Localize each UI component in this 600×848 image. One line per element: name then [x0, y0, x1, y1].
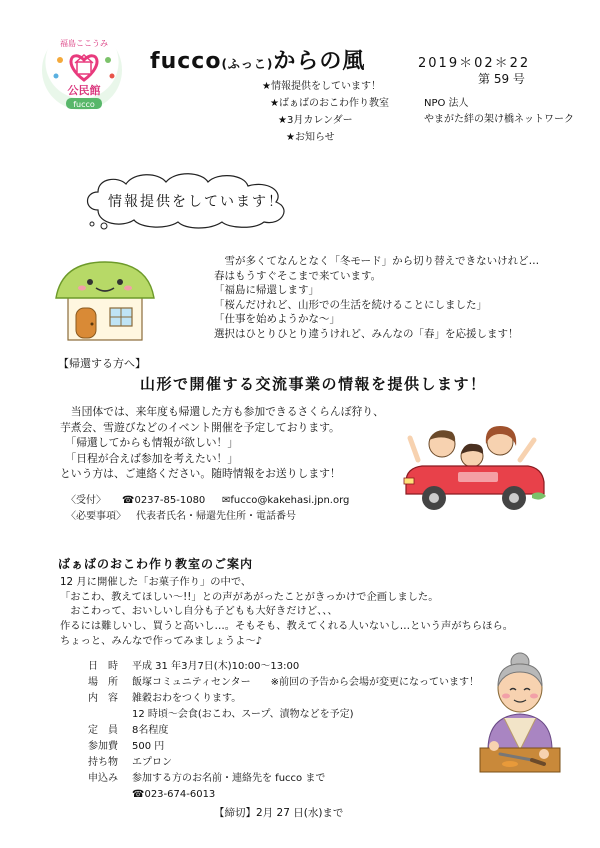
class-intro-line-4: 作るには難しいし、買うと高いし…。そもそも、教えてくれる人いないし…という声がちらほら。: [60, 620, 514, 633]
contact-label: 〈受付〉: [66, 495, 106, 506]
detail-label-capacity: 定 員: [88, 725, 118, 736]
class-intro-line-1: 12 月に開催した「お菓子作り」の中で、: [60, 576, 252, 588]
intro-line-1: 雪が多くてなんとなく「冬モード」から切り替えできないけれど…: [214, 255, 540, 267]
detail-value-place: 飯塚コミュニティセンター ※前回の予告から会場が変更になっています！: [132, 677, 479, 688]
grandmother-cooking-illustration: [470, 650, 570, 780]
logo-graphic: [42, 30, 126, 114]
body-line-3: 「帰還してからも情報が欲しい！」: [60, 436, 239, 450]
detail-value-apply-phone[interactable]: ☎023-674-6013: [132, 789, 216, 800]
detail-label-place: 場 所: [88, 677, 118, 688]
class-intro-paragraph: [60, 575, 513, 649]
intro-line-3: 「福島に帰還します」: [214, 284, 319, 297]
body-line-4: 「日程が合えば参加を考えたい！」: [60, 451, 239, 465]
detail-label-apply: 申込み: [88, 773, 118, 784]
detail-label-items: 持ち物: [88, 757, 118, 768]
org-name: やまがた絆の架け橋ネットワーク: [424, 114, 574, 125]
detail-value-items: エプロン: [132, 757, 172, 768]
required-value: 代表者氏名・帰還先住所・電話番号: [136, 511, 296, 522]
toc-item-3: ★3月カレンダー: [278, 115, 353, 126]
contact-email[interactable]: ✉fucco@kakehasi.jpn.org: [222, 495, 350, 506]
newsletter-title: [150, 44, 365, 75]
intro-line-2: 春はもうすぐそこまで来ています。: [214, 269, 382, 282]
intro-line-6: 選択はひとりひとり違うけれど、みんなの「春」を応援します！: [214, 327, 519, 340]
intro-line-5: 「仕事を始めようかな～」: [214, 313, 340, 326]
section-label: 【帰還する方へ】: [58, 357, 146, 370]
body-line-5: という方は、ご連絡ください。随時情報をお送りします！: [60, 467, 341, 481]
title-main-b: からの風: [273, 49, 366, 74]
class-intro-line-3: おこわって、おいしいし自分も子どもも大好きだけど、、、: [60, 605, 338, 618]
info-body-paragraph: [60, 404, 384, 482]
body-line-1: 当団体では、来年度も帰還した方も参加できるさくらんぼ狩り、: [60, 405, 384, 418]
toc-item-1: ★情報提供をしています！: [262, 81, 381, 92]
body-line-2: 芋煮会、雪遊びなどのイベント開催を予定しております。: [60, 420, 340, 434]
issue-number: 第 59 号: [478, 72, 525, 86]
detail-value-meal: 12 時頃～会食(おこわ、スープ、漬物などを予定): [132, 709, 354, 720]
class-intro-line-2: 「おこわ、教えてほしい～!!」との声があがったことがきっかけで企画しました。: [60, 590, 439, 603]
detail-value-datetime: 平成 31 年3月7日(木)10:00～13:00: [132, 661, 300, 672]
section-headline: 山形で開催する交流事業の情報を提供します！: [140, 375, 487, 393]
info-intro-paragraph: [214, 254, 539, 342]
kominkan-logo: [40, 28, 124, 112]
org-type: NPO 法人: [424, 98, 469, 109]
house-illustration: [54, 258, 156, 342]
cloud-title: 情報提供をしています！: [108, 194, 284, 210]
title-main-a: fucco: [150, 49, 222, 74]
detail-label-datetime: 日 時: [88, 661, 118, 672]
title-small: (ふっこ): [221, 57, 274, 71]
intro-line-4: 「桜んだけれど、山形での生活を続けることにしました」: [214, 298, 487, 311]
logo-footer: fucco: [73, 100, 95, 109]
required-label: 〈必要事項〉: [66, 511, 126, 522]
detail-value-capacity: 8名程度: [132, 725, 169, 736]
toc-item-4: ★お知らせ: [286, 132, 335, 143]
deadline: 【締切】2月 27 日(水)まで: [214, 807, 344, 819]
contact-phone[interactable]: ☎0237-85-1080: [122, 495, 206, 506]
issue-date: 2019＊02＊22: [418, 56, 531, 71]
detail-label-fee: 参加費: [88, 741, 118, 752]
logo-arc-text: 福島ここうみ: [60, 39, 108, 48]
class-intro-line-5: ちょっと、みんなで作ってみましょうよ～♪: [60, 634, 263, 647]
detail-value-apply: 参加する方のお名前・連絡先を fucco まで: [132, 773, 326, 784]
toc-item-2: ★ばぁばのおこわ作り教室: [270, 98, 389, 109]
logo-label: 公民館: [67, 84, 101, 97]
class-title: ばぁばのおこわ作り教室のご案内: [58, 557, 254, 571]
detail-value-fee: 500 円: [132, 741, 165, 752]
detail-label-content: 内 容: [88, 693, 118, 704]
family-car-illustration: [400, 420, 550, 520]
detail-value-content: 雑穀おわをつくります。: [132, 693, 242, 704]
